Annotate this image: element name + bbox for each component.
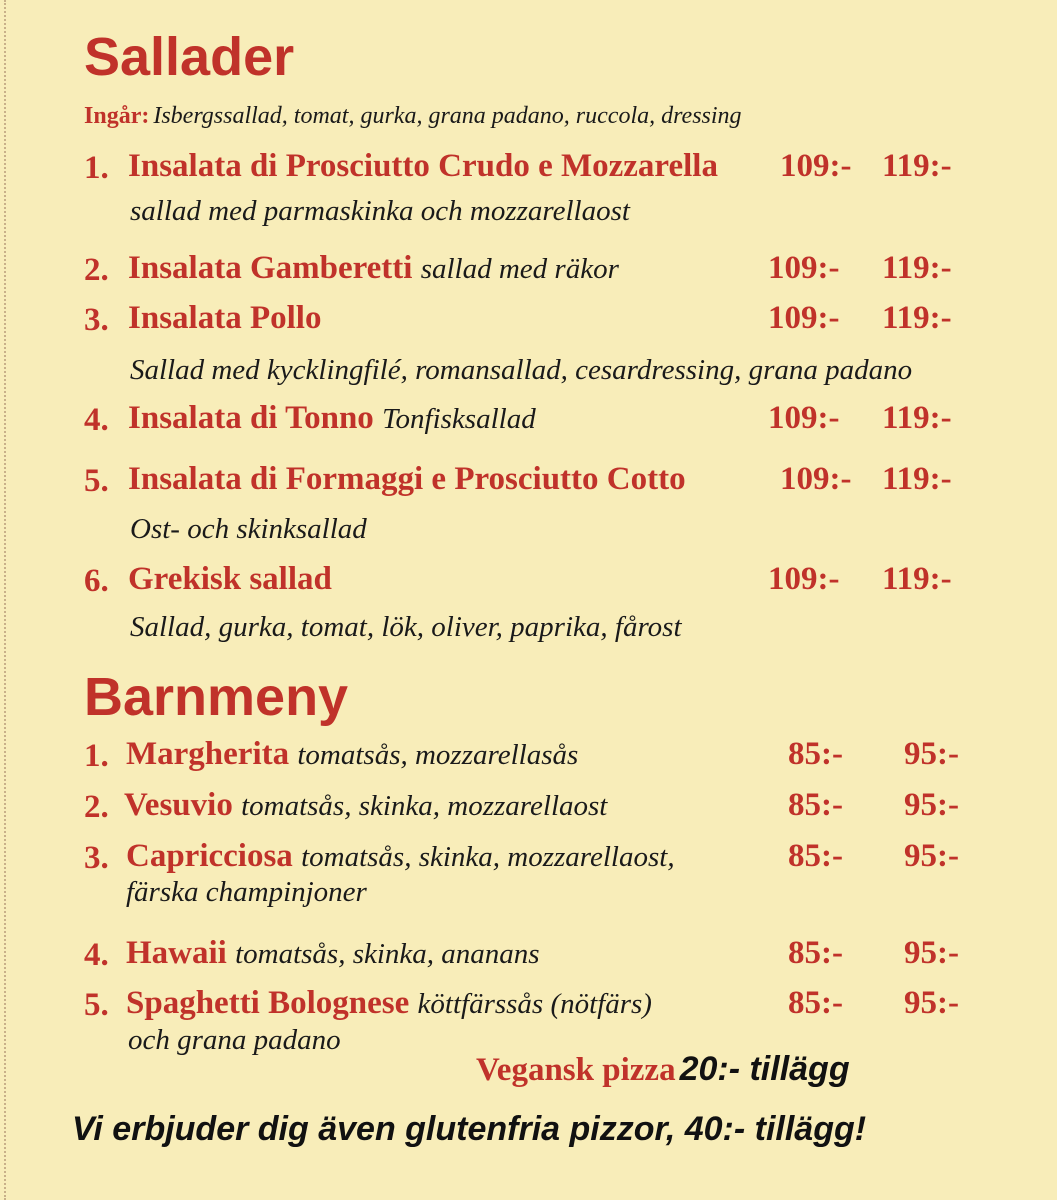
price-small: 85:- [788, 736, 843, 772]
item-inline-description: köttfärssås (nötfärs) [417, 988, 652, 1020]
item-name-line [126, 937, 540, 970]
item-number: 4. [84, 937, 109, 973]
dotted-edge-decoration [4, 0, 6, 1200]
price-large: 95:- [904, 736, 959, 772]
includes-text: Isbergssallad, tomat, gurka, grana padano, ruccola, dressing [153, 103, 742, 129]
includes-label: Ingår: [84, 103, 150, 129]
price-large: 119:- [882, 300, 952, 336]
item-description: och grana padano [128, 1024, 341, 1056]
item-number: 3. [84, 302, 109, 338]
item-number: 1. [84, 738, 109, 774]
item-description: sallad med parmaskinka och mozzarellaost [130, 195, 630, 227]
price-small: 109:- [768, 300, 840, 336]
price-large: 95:- [904, 787, 959, 823]
kids-menu-heading: Barnmeny [84, 667, 349, 727]
gluten-free-note: Vi erbjuder dig även glutenfria pizzor, 40:- tillägg! [72, 1110, 867, 1148]
item-inline-description: tomatsås, skinka, ananans [235, 938, 540, 970]
item-name: Insalata di Tonno [128, 400, 374, 436]
item-description: Sallad, gurka, tomat, lök, oliver, paprika, fårost [130, 611, 682, 643]
price-small: 85:- [788, 985, 843, 1021]
item-description: Sallad med kycklingfilé, romansallad, cesardressing, grana padano [130, 354, 913, 386]
item-name: Capricciosa [126, 838, 293, 874]
item-name: Grekisk sallad [128, 561, 332, 597]
item-number: 2. [84, 789, 109, 825]
item-name: Insalata di Formaggi e Prosciutto Cotto [128, 461, 686, 497]
item-name: Vesuvio [124, 787, 233, 823]
price-large: 119:- [882, 148, 952, 184]
item-name: Insalata di Prosciutto Crudo e Mozzarella [128, 148, 718, 184]
item-inline-description: tomatsås, mozzarellasås [297, 739, 579, 771]
price-large: 119:- [882, 250, 952, 286]
item-inline-description: sallad med räkor [420, 253, 619, 285]
salads-heading: Sallader [84, 27, 295, 87]
vegan-label: Vegansk pizza [476, 1052, 676, 1088]
item-name: Spaghetti Bolognese [126, 985, 410, 1021]
item-name: Margherita [126, 736, 290, 772]
item-number: 5. [84, 463, 109, 499]
item-inline-description: tomatsås, skinka, mozzarellaost [241, 790, 608, 822]
price-large: 95:- [904, 838, 959, 874]
item-description: Ost- och skinksallad [130, 513, 367, 545]
price-small: 85:- [788, 787, 843, 823]
price-small: 109:- [780, 461, 852, 497]
salads-includes [84, 104, 742, 128]
item-number: 5. [84, 987, 109, 1023]
item-name-line [128, 402, 536, 435]
item-name-line [126, 840, 675, 873]
vegan-addon: 20:- tillägg [679, 1050, 850, 1088]
item-name-line [124, 789, 607, 822]
item-name-line [126, 987, 652, 1020]
item-inline-description: tomatsås, skinka, mozzarellaost, [301, 841, 675, 873]
price-small: 85:- [788, 838, 843, 874]
item-number: 2. [84, 252, 109, 288]
item-number: 6. [84, 563, 109, 599]
item-name: Insalata Pollo [128, 300, 322, 336]
price-small: 109:- [768, 250, 840, 286]
item-number: 3. [84, 840, 109, 876]
vegan-pizza-note [476, 1052, 850, 1087]
price-large: 119:- [882, 561, 952, 597]
item-number: 1. [84, 150, 109, 186]
item-name-line [128, 252, 619, 285]
item-description: färska champinjoner [126, 876, 367, 908]
item-name-line [126, 738, 578, 771]
item-name: Insalata Gamberetti [128, 250, 413, 286]
item-number: 4. [84, 402, 109, 438]
item-inline-description: Tonfisksallad [382, 403, 536, 435]
price-large: 95:- [904, 935, 959, 971]
price-large: 95:- [904, 985, 959, 1021]
price-small: 109:- [768, 561, 840, 597]
price-small: 109:- [780, 148, 852, 184]
price-large: 119:- [882, 400, 952, 436]
item-name: Hawaii [126, 935, 227, 971]
price-small: 109:- [768, 400, 840, 436]
price-large: 119:- [882, 461, 952, 497]
price-small: 85:- [788, 935, 843, 971]
